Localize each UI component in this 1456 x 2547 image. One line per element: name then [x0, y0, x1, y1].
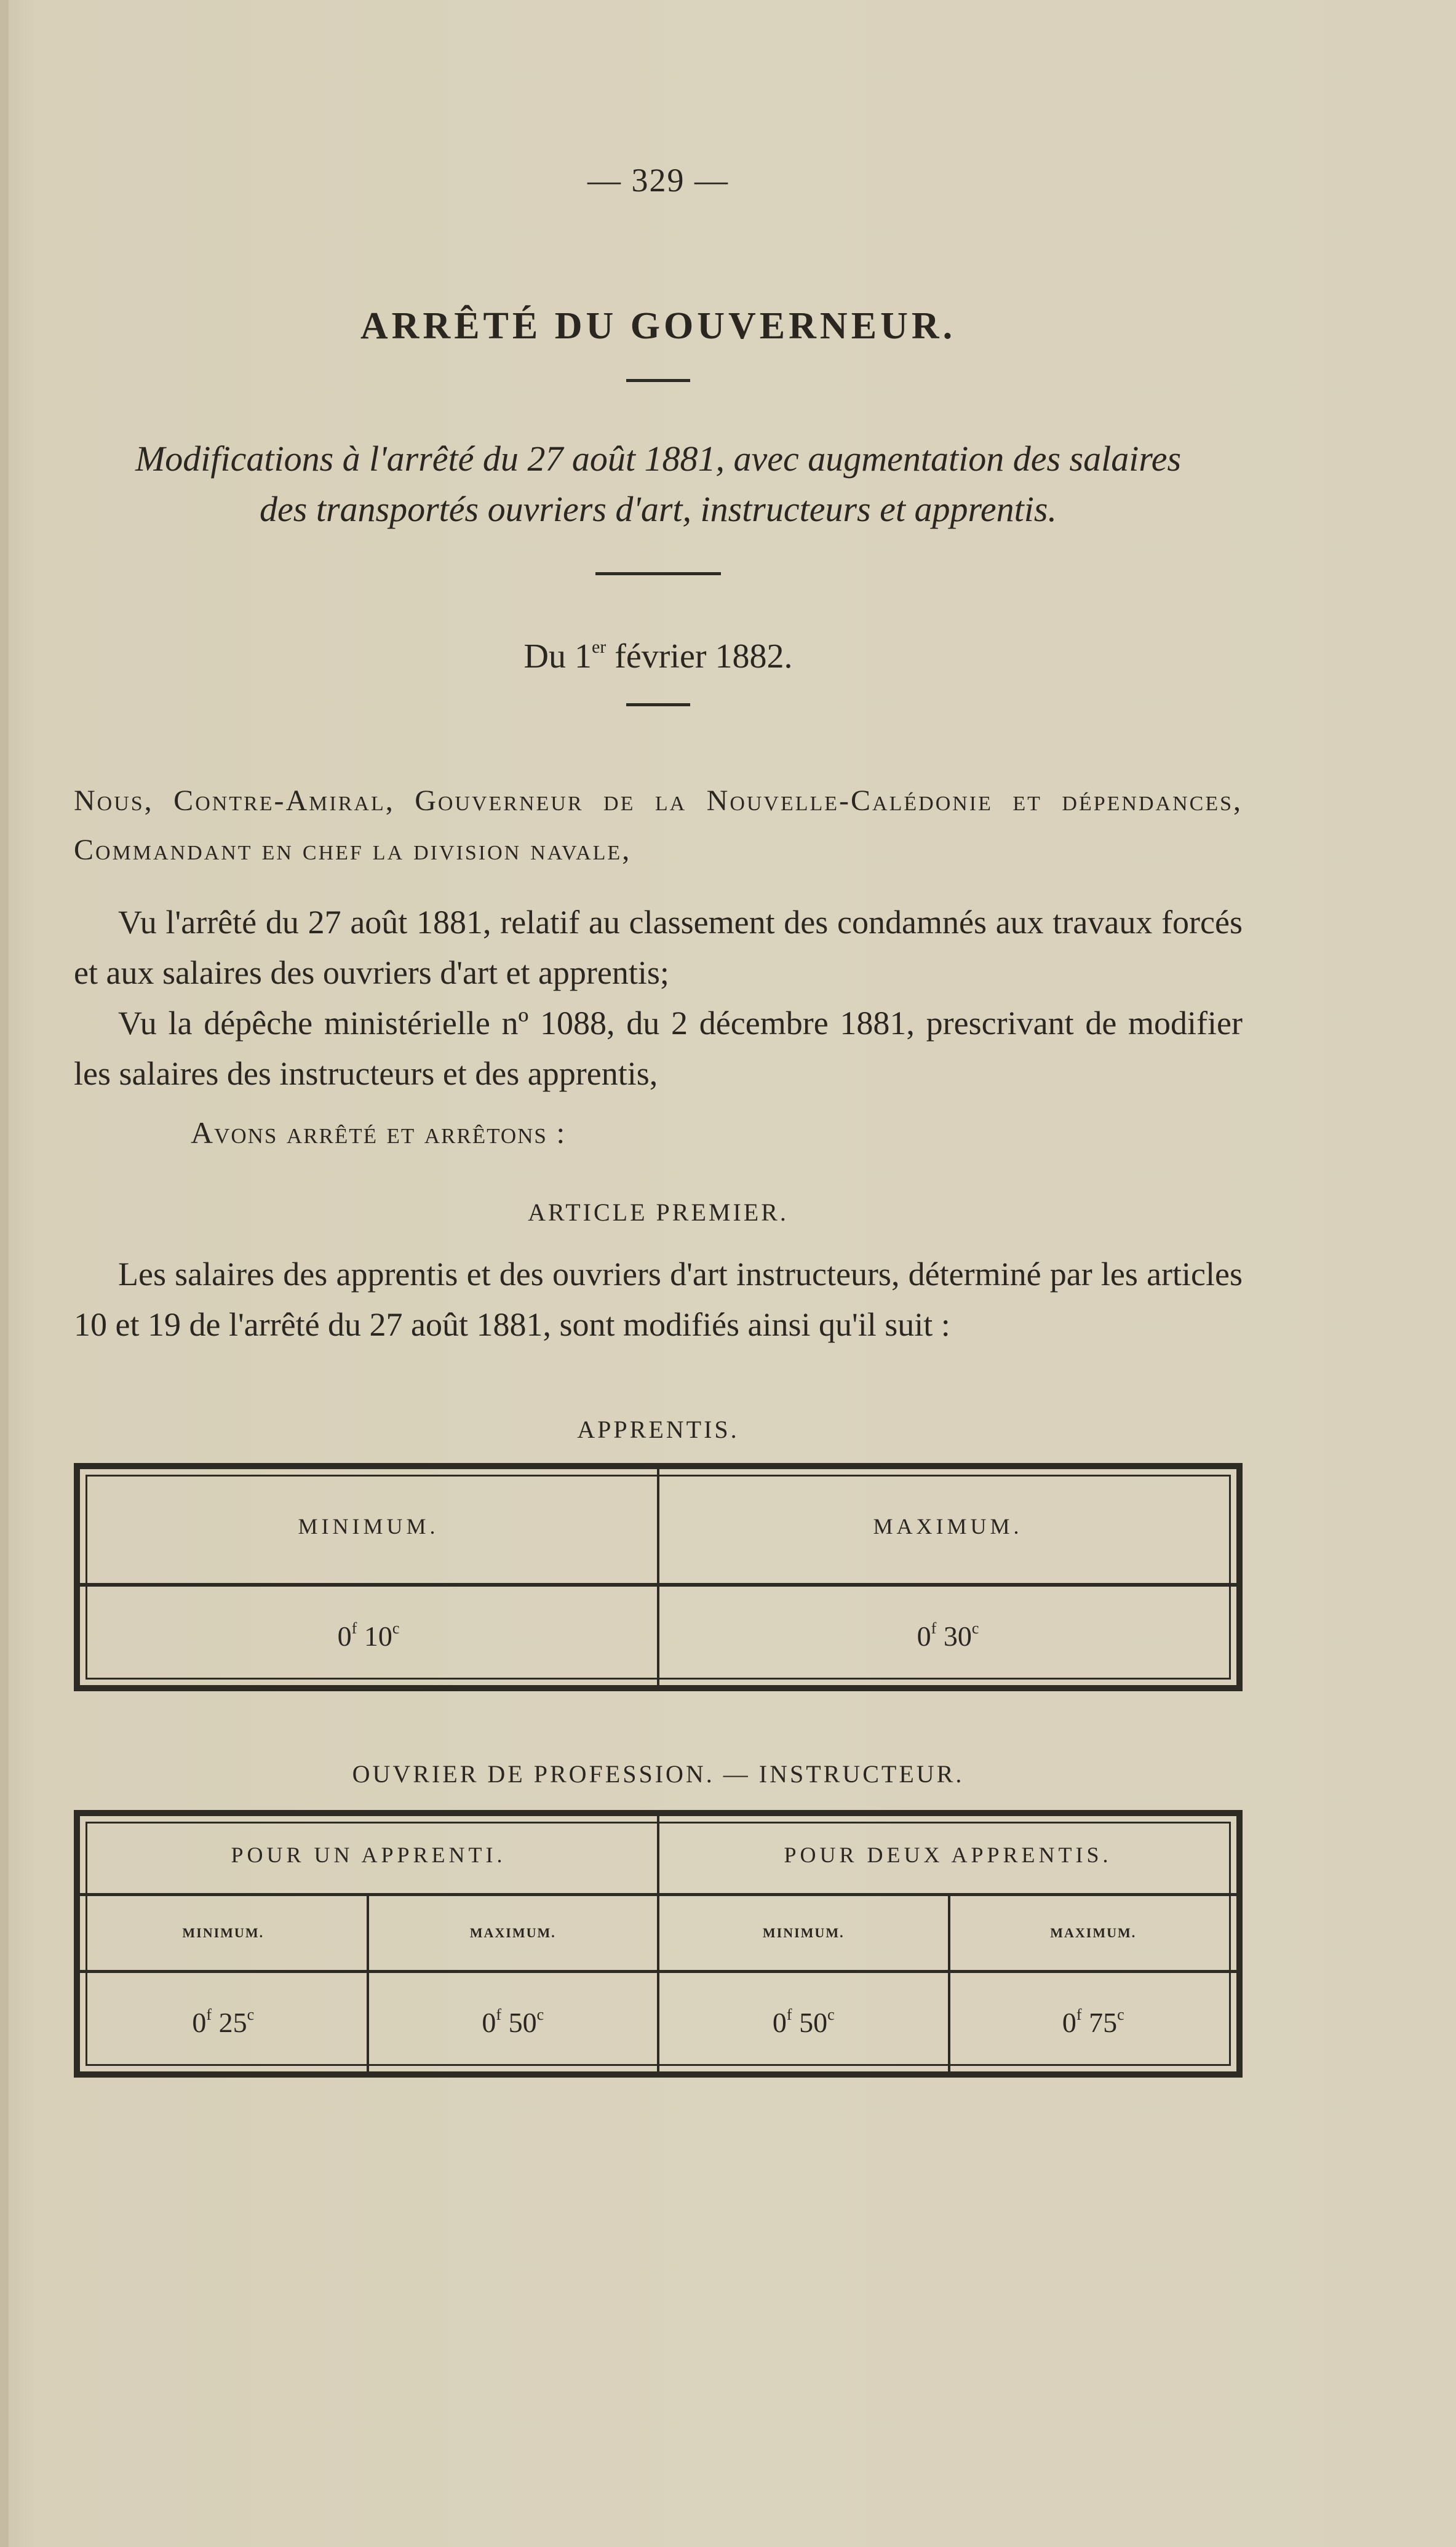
header-minimum: MINIMUM. — [77, 1466, 658, 1585]
value-min-one: 0$^f$ 25$^c$ — [77, 1972, 368, 2075]
subtitle-line-2: des transportés ouvriers d'art, instructeurs et apprentis. — [260, 489, 1057, 529]
value-max-two: 0$^f$ 75$^c$ — [1062, 2006, 1124, 2038]
consideration-1: Vu l'arrêté du 27 août 1881, relatif au classement des condamnés aux travaux forcés et aux salaires des ouvriers d'art et apprentis; — [74, 904, 1243, 991]
value-min-two: 0$^f$ 50$^c$ — [658, 1972, 949, 2075]
value-maximum: 0$^f$ 30$^c$ — [917, 1619, 979, 1652]
table-apprentis-caption: APPRENTIS. — [577, 1416, 739, 1443]
preamble: Nous, Contre-Amiral, Gouverneur de la Nouvelle-Calédonie et dépendances, Commandant en chef la division navale, — [74, 784, 1243, 866]
date-suffix: février 1882. — [606, 637, 793, 676]
value-minimum: 0$^f$ 10$^c$ — [77, 1585, 658, 1688]
subtitle-line-1: Modifications à l'arrêté du 27 août 1881, avec augmentation des salaires — [135, 439, 1182, 479]
subtitle-rule — [595, 572, 721, 575]
table-instructeur — [74, 1810, 1243, 2078]
article-heading: ARTICLE PREMIER. — [528, 1198, 789, 1226]
header-maximum: MAXIMUM. — [658, 1466, 1239, 1585]
document-subtitle — [74, 434, 1243, 535]
subheader-minimum-2: MINIMUM. — [658, 1895, 949, 1972]
date-prefix: Du 1 — [523, 637, 592, 676]
decision-statement: Avons arrêté et arrêtons : — [191, 1115, 567, 1150]
page-number: — 329 — — [587, 162, 729, 199]
subheader-maximum-2: MAXIMUM. — [949, 1895, 1240, 1972]
page-gutter — [0, 0, 9, 2547]
subheader-maximum-1: MAXIMUM. — [368, 1895, 659, 1972]
group-one-apprentice: POUR UN APPRENTI. — [77, 1813, 658, 1895]
consideration-2: Vu la dépêche ministérielle nº 1088, du 2 décembre 1881, prescrivant de modifier les salaires des instructeurs et des apprentis, — [74, 1005, 1243, 1092]
title-rule — [626, 379, 690, 382]
table-apprentis — [74, 1463, 1243, 1691]
table-instructeur-caption: OUVRIER DE PROFESSION. — INSTRUCTEUR. — [352, 1760, 965, 1788]
document-title: ARRÊTÉ DU GOUVERNEUR. — [360, 305, 957, 347]
subheader-minimum-1: MINIMUM. — [77, 1895, 368, 1972]
date-rule — [626, 703, 690, 706]
document-date — [74, 637, 1243, 676]
group-two-apprentices: POUR DEUX APPRENTIS. — [658, 1813, 1239, 1895]
article-text: Les salaires des apprentis et des ouvriers d'art instructeurs, déterminé par les articles 10 et 19 de l'arrêté du 27 août 1881, sont modifiés ainsi qu'il suit : — [74, 1256, 1243, 1343]
value-max-one: 0$^f$ 50$^c$ — [368, 1972, 659, 2075]
date-sup: er — [591, 637, 607, 657]
